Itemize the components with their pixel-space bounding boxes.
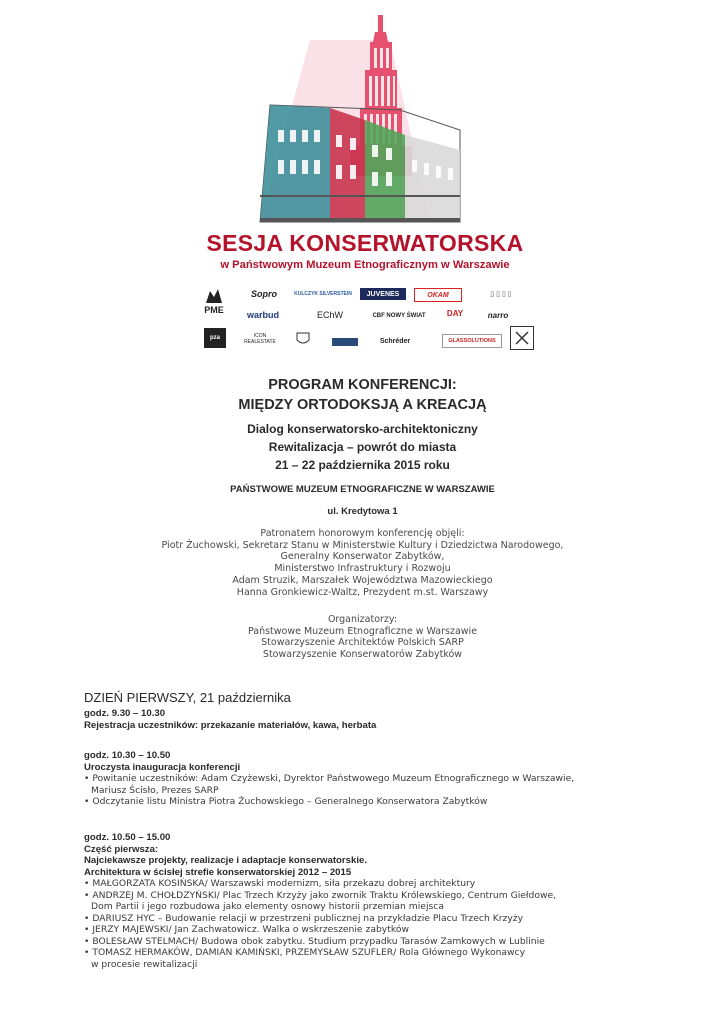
patronage-line: Ministerstwo Infrastruktury i Rozwoju (274, 563, 451, 575)
session-description: Rejestracja uczestników: przekazanie materiałów, kawa, herbata (84, 719, 377, 731)
patronage-line: Generalny Konserwator Zabytków, (280, 551, 445, 563)
session-item: • Odczytanie listu Ministra Piotra Żuchowskiego – Generalnego Konserwatora Zabytków (84, 796, 488, 807)
palace-of-culture-illustration (190, 0, 540, 232)
program-dates: 21 – 22 października 2015 roku (275, 458, 450, 472)
session-registration (84, 708, 644, 731)
program-subtitle (0, 420, 725, 474)
patronage-line: Piotr Żuchowski, Sekretarz Stanu w Ministerstwie Kultury i Dziedzictwa Narodowego, (161, 539, 564, 551)
logo-day: DAY (446, 308, 464, 318)
session-item: • TOMASZ HERMAKÓW, DAMIAN KAMIŃSKI, PRZEMYSŁAW SZUFLER/ Rola Głównego Wykonawcy (84, 947, 526, 958)
session-description: Uroczysta inauguracja konferencji (84, 761, 241, 773)
session-part: Część pierwsza: (84, 843, 159, 855)
session-topic: Architektura w ścisłej strefie konserwatorskiej 2012 – 2015 (84, 866, 352, 878)
organizer-line: Państwowe Muzeum Etnograficzne w Warszawie (247, 625, 478, 637)
program-sub1: Dialog konserwatorsko-architektoniczny (247, 422, 478, 436)
patronage-intro: Patronatem honorowym konferencję objęli: (260, 528, 465, 539)
venue-address: ul. Kredytowa 1 (327, 506, 398, 517)
logo-misc: ▯ ▯ ▯ ▯ (490, 291, 512, 298)
session-part-one (84, 832, 644, 970)
logo-sopro: Sopro (251, 289, 277, 299)
logo-icon: ICON REALESTATE (244, 333, 276, 345)
session-time: godz. 9.30 – 10.30 (84, 708, 166, 719)
logo-pme: PME (200, 286, 228, 316)
patronage-line: Adam Struzik, Marszałek Województwa Mazowieckiego (232, 574, 493, 586)
sponsor-logos (200, 280, 535, 352)
session-item: w procesie rewitalizacji (91, 958, 198, 970)
session-item: Dom Partii i jego rozbudowa jako elementy osnowy historii przemian miejsca (91, 901, 444, 912)
logo-juvenes: JUVENES (360, 288, 406, 300)
logo-warbud: warbud (246, 310, 279, 320)
logo-cbf: CBF NOWY ŚWIAT (372, 313, 426, 319)
logo-narro: narro (487, 310, 509, 320)
header-subtitle: w Państwowym Muzeum Etnograficznym w Warszawie (220, 259, 510, 271)
patronage-line: Hanna Gronkiewicz-Waltz, Prezydent m.st. Warszawy (236, 586, 489, 598)
session-inauguration (84, 750, 644, 808)
session-item: Mariusz Ścisło, Prezes SARP (91, 784, 219, 796)
logo-schreder: Schréder (379, 337, 411, 345)
crest-icon (295, 331, 311, 347)
logo-kulczyk: KULCZYK SILVERSTEIN (294, 291, 352, 297)
logo-pza: pza (204, 328, 226, 348)
logo-echw: EChW (316, 310, 343, 320)
program-title-line2: MIĘDZY ORTODOKSJĄ A KREACJĄ (238, 397, 487, 413)
program-title (0, 375, 725, 415)
header-title: SESJA KONSERWATORSKA (206, 230, 524, 256)
day-one-label: DZIEŃ PIERWSZY, (84, 690, 197, 705)
session-item: • MAŁGORZATA KOSIŃSKA/ Warszawski modernizm, siła przekazu dobrej architektury (84, 878, 476, 889)
session-item: • ANDRZEJ M. CHOŁDZYŃSKI/ Plac Trzech Krzyży jako zwornik Traktu Królewskiego, Centrum Giełdowe, (84, 889, 557, 901)
organizers-block (0, 614, 725, 661)
day-one-title (84, 690, 291, 705)
organizers-intro: Organizatorzy: (327, 614, 398, 625)
session-item: • JERZY MAJEWSKI/ Jan Zachwatowicz. Walka o wskrzeszenie zabytków (84, 924, 409, 935)
logo-okam: OKAM (414, 288, 462, 302)
session-item: • Powitanie uczestników: Adam Czyżewski, Dyrektor Państwowego Muzeum Etnograficznego w Warszawie, (84, 773, 575, 784)
session-item: • BOLESŁAW STELMACH/ Budowa obok zabytku. Studium przypadku Tarasów Zamkowych w Lublinie (84, 935, 545, 947)
logo-bars (332, 338, 358, 346)
organizer-line: Stowarzyszenie Konserwatorów Zabytków (262, 649, 463, 661)
program-title-line1: PROGRAM KONFERENCJI: (268, 377, 457, 393)
dragon-icon (204, 287, 224, 305)
session-topic: Najciekawsze projekty, realizacje i adaptacje konserwatorskie. (84, 855, 367, 866)
venue-name: PAŃSTWOWE MUZEUM ETNOGRAFICZNE W WARSZAWIE (230, 484, 495, 495)
logo-sk (510, 326, 534, 350)
conference-header (190, 0, 540, 352)
session-time: godz. 10.30 – 10.50 (84, 750, 171, 761)
session-time: godz. 10.50 – 15.00 (84, 832, 171, 843)
patronage-block (0, 528, 725, 598)
organizer-line: Stowarzyszenie Architektów Polskich SARP (261, 637, 464, 649)
day-one-date: 21 października (196, 690, 291, 705)
session-item: • DARIUSZ HYC – Budowanie relacji w przestrzeni publicznej na przykładzie Placu Trzech Krzyży (84, 912, 524, 924)
logo-crest (292, 330, 314, 348)
monogram-icon (513, 329, 531, 347)
logo-glassolutions: GLASSOLUTIONS (442, 334, 502, 348)
program-sub2: Rewitalizacja – powrót do miasta (268, 440, 457, 454)
